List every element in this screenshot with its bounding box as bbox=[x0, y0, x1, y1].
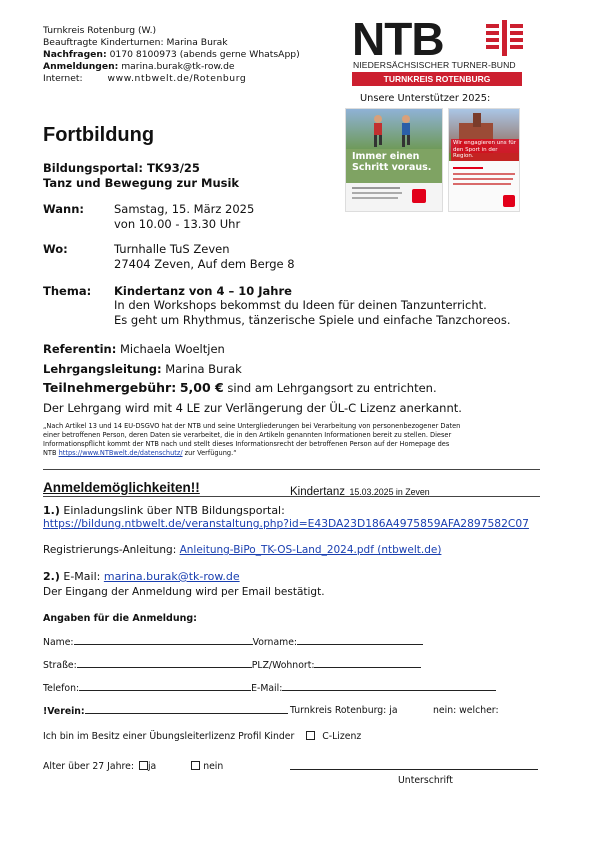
where-venue: Turnhalle TuS Zeven bbox=[114, 242, 230, 256]
runners-icon bbox=[356, 113, 432, 151]
ad2-headline: Wir engagieren uns für den Sport in der Region. bbox=[451, 139, 519, 161]
email-field[interactable] bbox=[282, 682, 496, 691]
fee-amount: 5,00 € bbox=[179, 380, 224, 395]
supporter-ad-1 bbox=[345, 108, 443, 212]
topic-line-2: Es geht um Rhythmus, tänzerische Spiele und einfache Tanzchoreos. bbox=[114, 313, 511, 327]
lead-value: Marina Burak bbox=[165, 362, 242, 376]
ad1-headline-2: Schritt voraus. bbox=[352, 162, 432, 173]
turnkreis-option: Turnkreis Rotenburg: ja bbox=[290, 705, 398, 716]
age-no-label: nein bbox=[203, 761, 224, 772]
privacy-line-1: „Nach Artikel 13 und 14 EU-DSGVO hat der NTB und seine Untergliederungen bei Verarbeitung von personenbezogener Daten bbox=[43, 422, 461, 430]
form-row-name bbox=[43, 636, 423, 648]
registration-label: Anmeldungen: bbox=[43, 61, 119, 72]
where-address: 27404 Zeven, Auf dem Berge 8 bbox=[114, 257, 295, 271]
sparkasse-logo-2-icon bbox=[503, 195, 515, 207]
logo-full-name: NIEDERSÄCHSISCHER TURNER-BUND bbox=[353, 60, 516, 70]
header-internet bbox=[43, 73, 246, 85]
header-org: Turnkreis Rotenburg (W.) bbox=[43, 25, 157, 36]
inquiries-label: Nachfragen: bbox=[43, 49, 107, 60]
verein-label: !Verein: bbox=[43, 706, 85, 717]
internet-label: Internet: bbox=[43, 73, 83, 84]
age-yes-checkbox[interactable] bbox=[139, 761, 148, 770]
internet-value: www.ntbwelt.de/Rotenburg bbox=[107, 73, 247, 84]
supporters-heading: Unsere Unterstützer 2025: bbox=[360, 93, 491, 104]
age-no-checkbox[interactable] bbox=[191, 761, 200, 770]
portal-code: Bildungsportal: TK93/25 bbox=[43, 161, 200, 175]
lead-row bbox=[43, 362, 242, 376]
guide-row bbox=[43, 544, 441, 556]
topic-label: Thema: bbox=[43, 284, 92, 298]
option-2-text: E-Mail: bbox=[63, 570, 101, 583]
signature-label: Unterschrift bbox=[398, 775, 453, 786]
header-representative: Beauftragte Kinderturnen: Marina Burak bbox=[43, 37, 228, 48]
vorname-field[interactable] bbox=[297, 636, 423, 645]
form-row-club bbox=[43, 705, 288, 717]
option-1-number: 1.) bbox=[43, 504, 60, 517]
event-date: 15.03.2025 in Zeven bbox=[349, 487, 430, 497]
license-option: C-Lizenz bbox=[322, 731, 362, 742]
privacy-link[interactable]: https://www.NTBwelt.de/datenschutz/ bbox=[58, 449, 183, 457]
portal-link[interactable]: https://bildung.ntbwelt.de/veranstaltung.php?id=E43DA23D186A4975859AFA2897582C07 bbox=[43, 517, 529, 530]
privacy-suffix: zur Verfügung.“ bbox=[184, 449, 237, 457]
header-registration bbox=[43, 61, 235, 73]
supporter-ad-2 bbox=[448, 108, 520, 212]
age-question: Alter über 27 Jahre: bbox=[43, 761, 134, 772]
form-row-phone bbox=[43, 682, 496, 694]
option-2 bbox=[43, 570, 240, 583]
privacy-line-4 bbox=[43, 449, 237, 457]
inquiries-value: 0170 8100973 (abends gerne WhatsApp) bbox=[109, 49, 300, 60]
ad1-headline-1: Immer einen bbox=[352, 151, 420, 162]
verein-field[interactable] bbox=[85, 705, 288, 714]
form-row-street bbox=[43, 659, 421, 671]
topic-line-1: In den Workshops bekommst du Ideen für deinen Tanzunterricht. bbox=[114, 298, 487, 312]
guide-label: Registrierungs-Anleitung: bbox=[43, 544, 177, 556]
email-link[interactable]: marina.burak@tk-row.de bbox=[103, 570, 240, 583]
guide-link[interactable]: Anleitung-BiPo_TK-OS-Land_2024.pdf (ntbwelt.de) bbox=[179, 544, 442, 556]
plz-field[interactable] bbox=[314, 659, 421, 668]
form-heading: Angaben für die Anmeldung: bbox=[43, 613, 197, 624]
license-checkbox[interactable] bbox=[306, 731, 315, 740]
event-name: Kindertanz bbox=[290, 486, 345, 498]
when-time: von 10.00 - 13.30 Uhr bbox=[114, 217, 241, 231]
when-date: Samstag, 15. März 2025 bbox=[114, 202, 255, 216]
speaker-row bbox=[43, 342, 225, 356]
where-label: Wo: bbox=[43, 242, 68, 256]
privacy-line-2: einer betroffenen Person, deren Daten sie verarbeitet, die in den Artikeln genannten Informationen bereit zu stellen. Dieser bbox=[43, 431, 452, 439]
fee-label: Teilnehmergebühr: bbox=[43, 380, 177, 395]
topic-title: Kindertanz von 4 – 10 Jahre bbox=[114, 284, 292, 298]
confirmation-note: Der Eingang der Anmeldung wird per Email bestätigt. bbox=[43, 586, 325, 598]
telefon-field[interactable] bbox=[79, 682, 251, 691]
form-row-license bbox=[43, 731, 361, 742]
course-name: Tanz und Bewegung zur Musik bbox=[43, 176, 240, 190]
registration-heading: Anmeldemöglichkeiten!! bbox=[43, 480, 200, 495]
logo-subtitle: TURNKREIS ROTENBURG bbox=[352, 72, 522, 86]
registration-value: marina.burak@tk-row.de bbox=[121, 61, 235, 72]
strasse-label: Straße: bbox=[43, 660, 77, 671]
divider-under-heading bbox=[43, 496, 540, 497]
vorname-label: Vorname: bbox=[252, 637, 298, 648]
logo-letters: NTB bbox=[352, 13, 444, 65]
option-2-number: 2.) bbox=[43, 570, 60, 583]
name-field[interactable] bbox=[74, 636, 253, 645]
signature-line[interactable] bbox=[290, 769, 538, 770]
sparkasse-logo-icon bbox=[412, 189, 426, 203]
page-title: Fortbildung bbox=[43, 124, 155, 146]
option-1 bbox=[43, 504, 285, 517]
ntb-logo bbox=[352, 13, 522, 90]
strasse-field[interactable] bbox=[77, 659, 252, 668]
nein-welcher-option: nein: welcher: bbox=[433, 705, 499, 716]
email-label: E-Mail: bbox=[251, 683, 283, 694]
age-yes-label: ja bbox=[147, 761, 157, 772]
option-1-text: Einladungslink über NTB Bildungsportal: bbox=[63, 504, 285, 517]
speaker-value: Michaela Woeltjen bbox=[120, 342, 225, 356]
license-question: Ich bin im Besitz einer Übungsleiterlizenz Profil Kinder bbox=[43, 731, 295, 742]
privacy-prefix: NTB bbox=[43, 449, 57, 457]
fee-row bbox=[43, 380, 437, 395]
event-info bbox=[290, 482, 430, 500]
lead-label: Lehrgangsleitung: bbox=[43, 362, 162, 376]
divider-top bbox=[43, 469, 540, 470]
license-note: Der Lehrgang wird mit 4 LE zur Verlängerung der ÜL-C Lizenz anerkannt. bbox=[43, 401, 462, 415]
telefon-label: Telefon: bbox=[43, 683, 80, 694]
privacy-line-3: Informationspflicht kommt der NTB nach und stellt dieses Informationsrecht der betroffenen Person auf der Homepage des bbox=[43, 440, 450, 448]
speaker-label: Referentin: bbox=[43, 342, 117, 356]
plz-label: PLZ/Wohnort: bbox=[251, 660, 315, 671]
logo-emblem-icon bbox=[484, 20, 524, 56]
form-row-age bbox=[43, 761, 223, 772]
header-inquiries bbox=[43, 49, 300, 61]
fee-note: sind am Lehrgangsort zu entrichten. bbox=[227, 381, 437, 395]
name-label: Name: bbox=[43, 637, 74, 648]
when-label: Wann: bbox=[43, 202, 85, 216]
